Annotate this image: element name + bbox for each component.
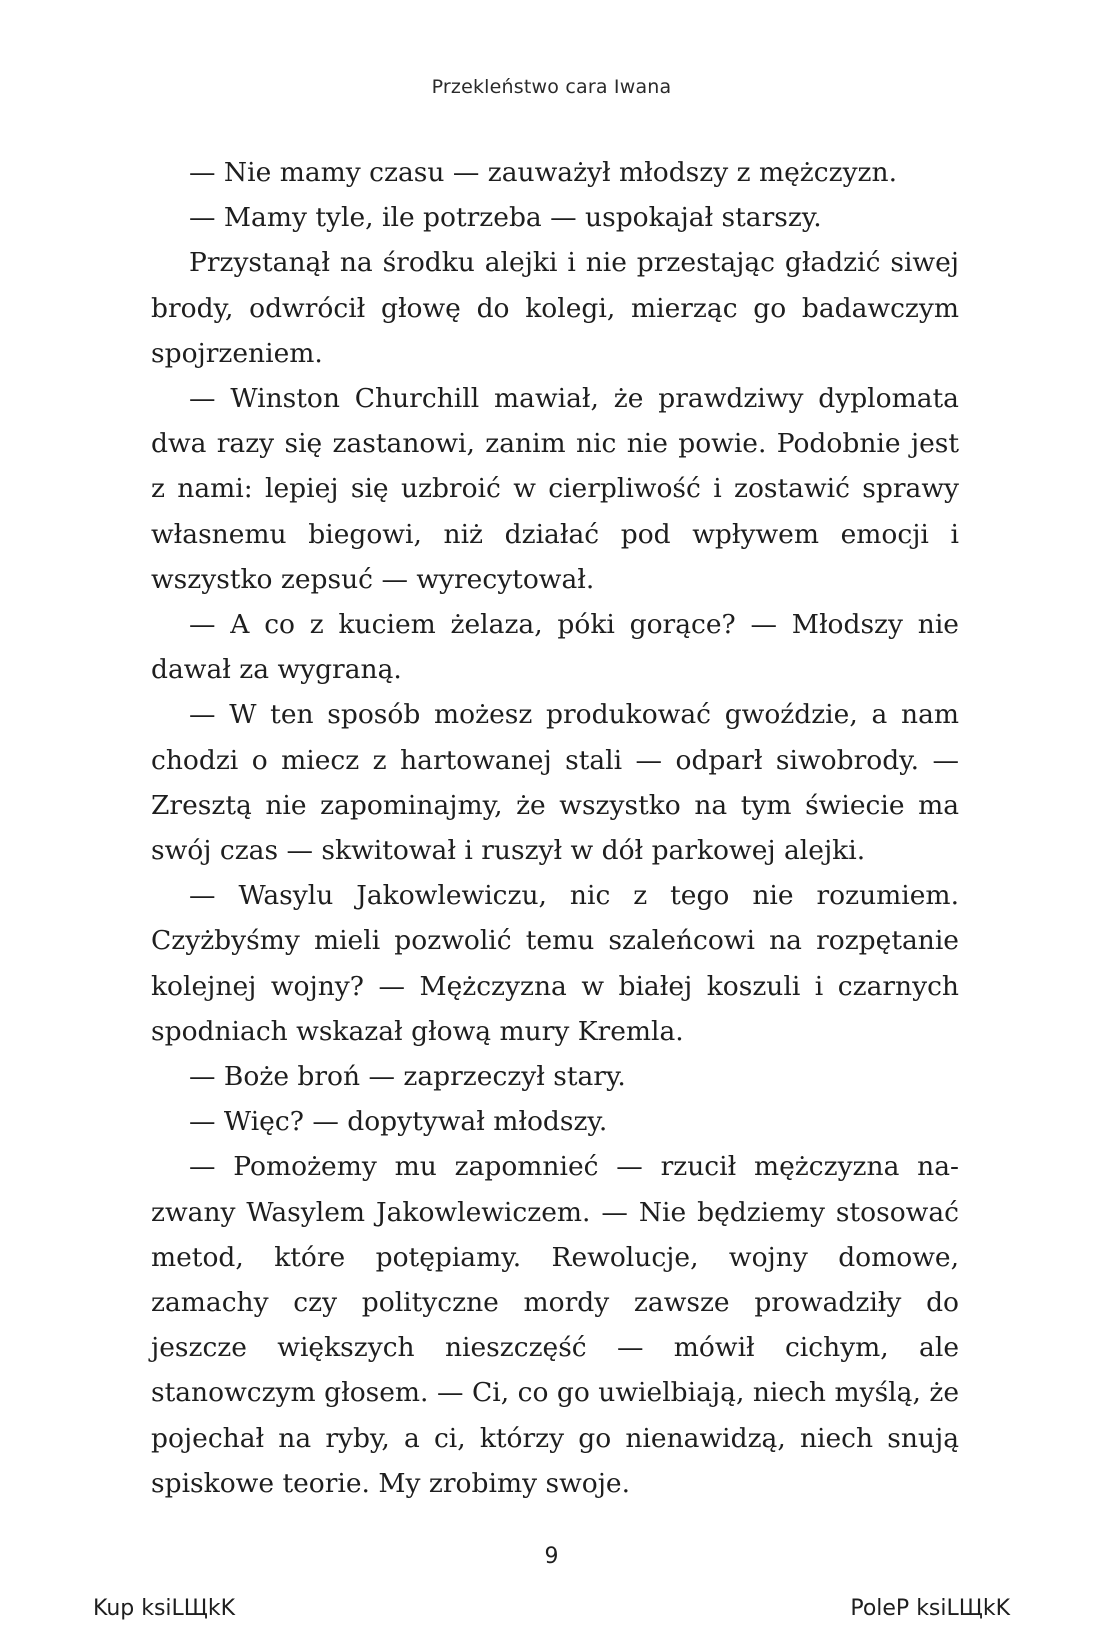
buy-book-link-container bbox=[93, 1596, 235, 1621]
page-number: 9 bbox=[544, 1544, 559, 1569]
paragraph: — Winston Churchill mawiał, że prawdziwy dyplomata dwa razy się zastanowi, zanim nic nie powie. Podobnie jest z nami: lepiej się uzbroić w cierpliwość i zostawić sprawy własnemu biegowi, niż działać pod wpływem emocji i wszystko zepsuć — wyrecytował. bbox=[151, 383, 959, 595]
paragraph: — Wasylu Jakowlewiczu, nic z tego nie rozumiem. Czyżbyśmy mieli pozwolić temu szaleńcowi na rozpętanie kolejnej wojny? — Mężczyzna w białej koszuli i czarnych spodniach wskazał głową mury Kremla. bbox=[151, 880, 959, 1047]
paragraph: — Pomożemy mu zapomnieć — rzucił mężczyzna nazwany Wasylem Jakowlewiczem. — Nie będziemy stosować metod, które potępiamy. Rewolucje, wojny domowe, zamachy czy polityczne mordy zawsze prowadziły do jeszcze większych nieszczęść — mówił cichym, ale stanowczym głosem. — Ci, co go uwielbiają, niech myślą, że pojechał na ryby, a ci, którzy go nienawidzą, niech snują spiskowe teorie. My zrobimy swoje. bbox=[151, 1151, 959, 1499]
paragraph: — Nie mamy czasu — zauważył młodszy z mężczyzn. bbox=[189, 157, 897, 188]
recommend-book-link-container bbox=[850, 1596, 1010, 1621]
paragraph: — Boże broń — zaprzeczył stary. bbox=[189, 1061, 626, 1093]
running-title: Przekleństwo cara Iwana bbox=[431, 76, 672, 98]
recommend-book-link[interactable]: PoleP ksiLЩkK bbox=[850, 1596, 1010, 1621]
paragraph: — A co z kuciem żelaza, póki gorące? — Młodszy nie dawał za wygraną. bbox=[151, 609, 959, 686]
paragraph: — W ten sposób możesz produkować gwoździe, a nam chodzi o miecz z hartowanej stali — odparł siwobrody. — Zresztą nie zapominajmy, że wszystko na tym świecie ma swój czas — skwitował i ruszył w dół parkowej alejki. bbox=[151, 699, 959, 867]
buy-book-link[interactable]: Kup ksiLЩkK bbox=[93, 1596, 236, 1621]
paragraph: — Mamy tyle, ile potrzeba — uspokajał starszy. bbox=[189, 202, 822, 234]
paragraph: Przystanął na środku alejki i nie przestając gładzić siwej brody, odwrócił głowę do kolegi, mierząc go badawczym spojrzeniem. bbox=[151, 247, 959, 369]
body-text bbox=[151, 150, 959, 1506]
paragraph: — Więc? — dopytywał młodszy. bbox=[189, 1106, 608, 1138]
